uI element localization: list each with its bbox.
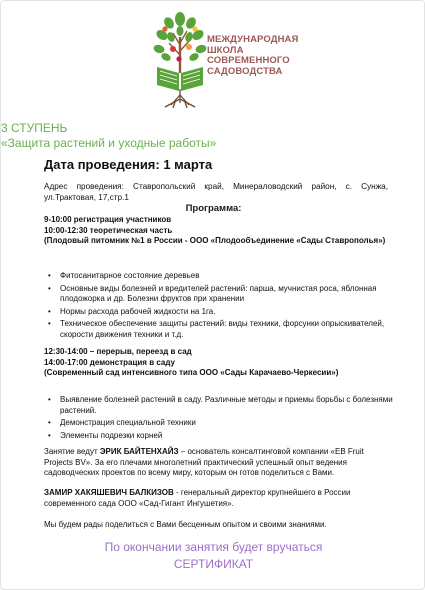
registration-time: 9-10:00 регистрация участников: [44, 215, 172, 224]
break-time: 12:30-14:00 – перерыв, переезд в сад: [44, 347, 192, 356]
program-title: Программа:: [185, 203, 242, 214]
certificate-note: По окончании занятия будет вручаться: [104, 540, 323, 554]
stage-subtitle: «Защита растений и уходные работы»: [1, 136, 217, 150]
list-item: • Демонстрация специальной техники: [44, 418, 394, 429]
theory-topics: [44, 271, 394, 342]
event-address: Адрес проведения: Ставропольский край, Минераловодский район, с. Сунжа, ул.Трактовая, 17,стр.1: [44, 182, 388, 202]
certificate-title: СЕРТИФИКАТ: [173, 557, 254, 571]
list-item: • Техническое обеспечение защиты растений: виды техники, форсунки опрыскивателей, скорости движения техники и т.д.: [44, 319, 394, 340]
school-name: МЕЖДУНАРОДНАЯ ШКОЛА СОВРЕМЕННОГО САДОВОДСТВА: [207, 34, 299, 77]
theory-time: 10:00-12:30 теоретическая часть: [44, 225, 173, 235]
afternoon-venue: (Современный сад интенсивного типа ООО «Сады Карачаево-Черкесии»): [44, 368, 339, 377]
speaker-1: Занятие ведут ЭРИК БАЙТЕНХАЙЗ – основатель консалтинговой компании «EB Fruit Projects BV». За его плечами многолетний практический успешный опыт ведения садоводческих проектов по всему миру, которым он готов поделиться с Вами.: [44, 447, 364, 477]
speaker-name: ЗАМИР ХАКЯШЕВИЧ БАЛКИЗОВ: [44, 488, 174, 497]
speaker-name: ЭРИК БАЙТЕНХАЙЗ: [99, 447, 179, 456]
stage-title: 3 СТУПЕНЬ: [1, 121, 68, 135]
morning-schedule: [44, 215, 394, 247]
speaker-2: ЗАМИР ХАКЯШЕВИЧ БАЛКИЗОВ - генеральный директор крупнейшего в России современного сада ООО «Сад-Гигант Ингушетия».: [44, 488, 351, 508]
list-item: • Фитосанитарное состояние деревьев: [44, 271, 394, 282]
tree-book-icon: [149, 7, 211, 109]
demo-time: 14:00-17:00 демонстрация в саду: [44, 357, 175, 367]
list-item: • Нормы расхода рабочей жидкости на 1га.: [44, 307, 394, 318]
list-item: • Элементы подрезки корней: [44, 431, 394, 442]
morning-venue: (Плодовый питомник №1 в России - ООО «Плодообъединение «Сады Ставрополья»): [44, 236, 386, 245]
event-date: Дата проведения: 1 марта: [44, 157, 213, 172]
demo-topics: [44, 395, 394, 443]
afternoon-schedule: [44, 347, 394, 379]
list-item: • Выявление болезней растений в саду. Различные методы и приемы борьбы с болезнями растений.: [44, 395, 394, 416]
list-item: • Основные виды болезней и вредителей растений: парша, мучнистая роса, яблонная плодожорка и др. Болезни фруктов при хранении: [44, 284, 394, 305]
school-logo: [121, 7, 321, 109]
closing-text: Мы будем рады поделиться с Вами бесценным опытом и своими знаниями.: [44, 520, 327, 529]
